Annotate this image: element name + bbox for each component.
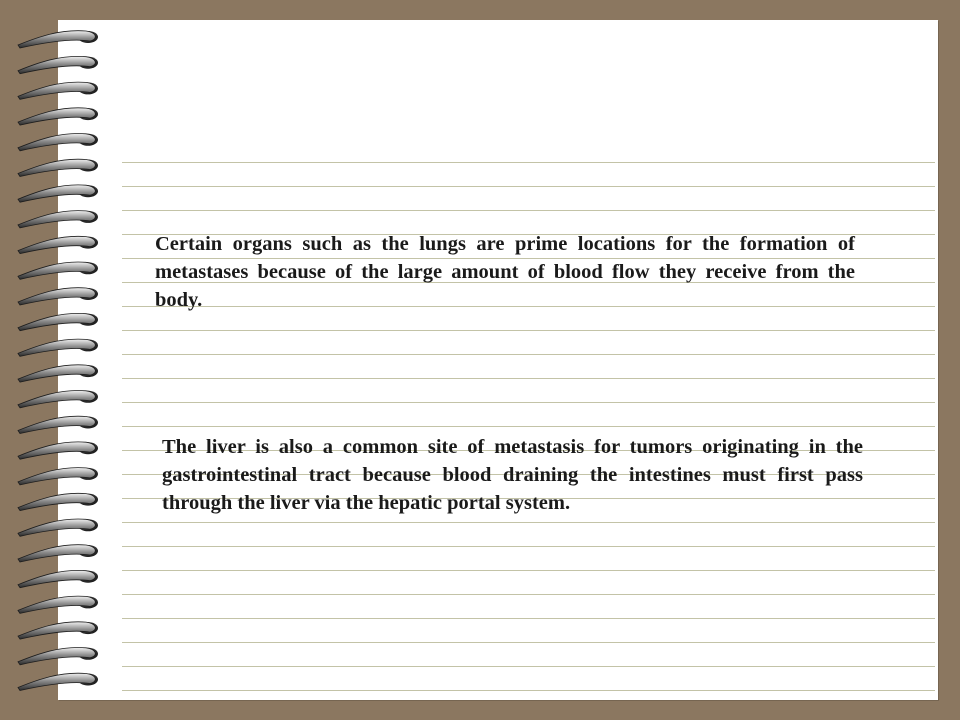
spiral-coil	[18, 468, 95, 485]
spiral-coil	[18, 56, 95, 73]
spiral-coil	[18, 390, 95, 407]
spiral-coil	[18, 262, 95, 279]
spiral-coil	[18, 596, 95, 613]
ruled-line	[122, 378, 935, 379]
paragraph-lungs: Certain organs such as the lungs are prime locations for the formation of metastases because of the large amount of blood flow they receive from the body.	[155, 233, 855, 311]
spiral-coil	[18, 31, 95, 48]
ruled-line	[122, 594, 935, 595]
ruled-line	[122, 618, 935, 619]
spiral-coil	[18, 211, 95, 228]
spiral-coil	[18, 365, 95, 382]
ruled-lines	[122, 0, 935, 720]
spiral-coil	[18, 185, 95, 202]
spiral-coil	[18, 673, 95, 690]
ruled-line	[122, 690, 935, 691]
ruled-line	[122, 162, 935, 163]
ruled-line	[122, 186, 935, 187]
spiral-binding-icon	[0, 0, 110, 720]
paragraph-liver: The liver is also a common site of metastasis for tumors originating in the gastrointestinal tract because blood draining the intestines must first pass through the liver via the hepatic portal system.	[162, 436, 863, 514]
ruled-line	[122, 570, 935, 571]
spiral-coil	[18, 493, 95, 510]
spiral-coil	[18, 442, 95, 459]
ruled-line	[122, 642, 935, 643]
spiral-coil	[18, 82, 95, 99]
ruled-line	[122, 354, 935, 355]
spiral-coil	[18, 108, 95, 125]
spiral-coil	[18, 545, 95, 562]
spiral-coil	[18, 313, 95, 330]
spiral-coil	[18, 133, 95, 150]
ruled-line	[122, 330, 935, 331]
spiral-coil	[18, 236, 95, 253]
ruled-line	[122, 522, 935, 523]
ruled-line	[122, 666, 935, 667]
spiral-coil	[18, 519, 95, 536]
ruled-line	[122, 402, 935, 403]
spiral-coil	[18, 416, 95, 433]
spiral-coil	[18, 339, 95, 356]
spiral-coil	[18, 622, 95, 639]
spiral-coil	[18, 647, 95, 664]
ruled-line	[122, 426, 935, 427]
ruled-line	[122, 546, 935, 547]
spiral-coil	[18, 570, 95, 587]
spiral-coil	[18, 288, 95, 305]
spiral-coil	[18, 159, 95, 176]
ruled-line	[122, 210, 935, 211]
